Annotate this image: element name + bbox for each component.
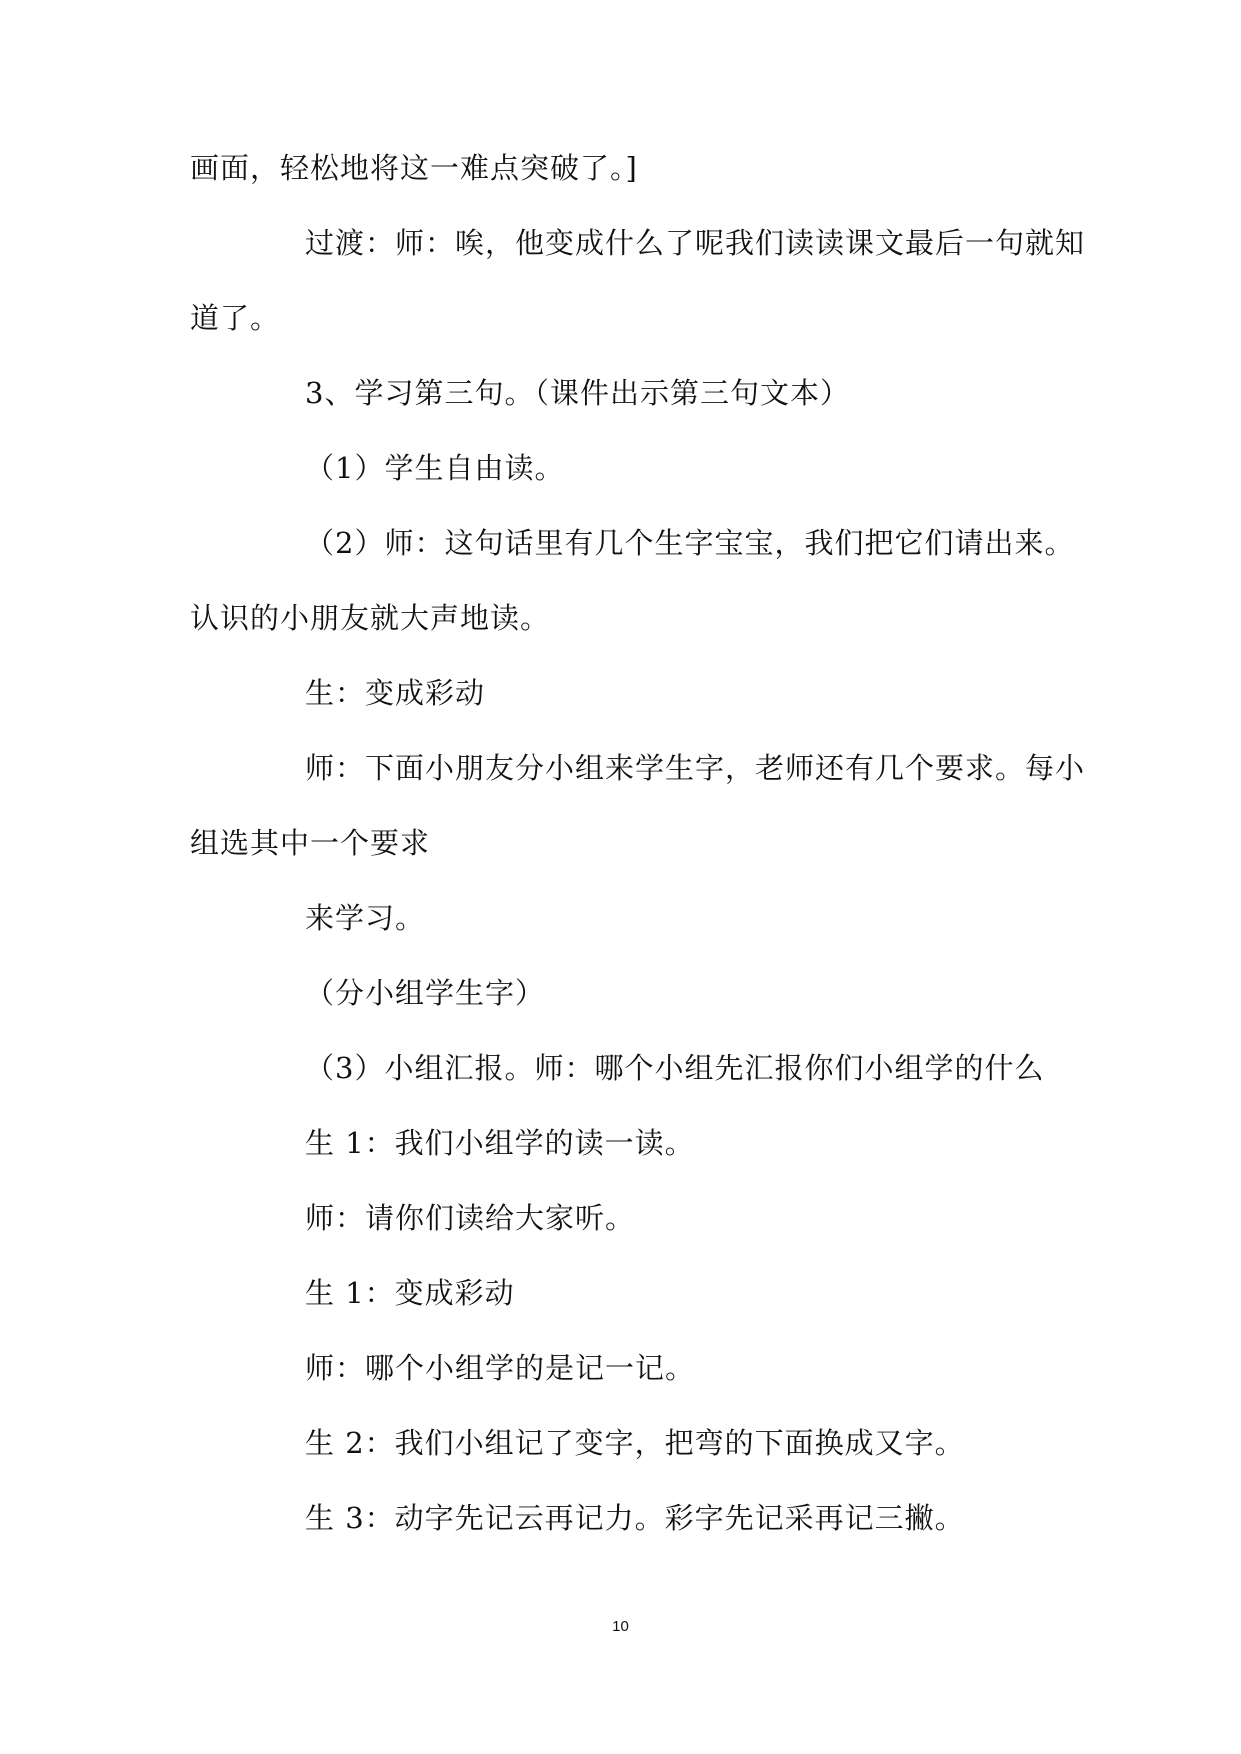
text-line: 生 1：我们小组学的读一读。 [305, 1126, 695, 1160]
text-line: 组选其中一个要求 [190, 826, 431, 860]
text-line: 生 3：动字先记云再记力。彩字先记采再记三撇。 [305, 1501, 965, 1535]
text-line: 生：变成彩动 [305, 676, 486, 710]
text-line: 认识的小朋友就大声地读。 [190, 601, 551, 635]
text-line: （1）学生自由读。 [305, 451, 565, 485]
text-line: 师：请你们读给大家听。 [305, 1201, 636, 1235]
text-line: （3）小组汇报。师：哪个小组先汇报你们小组学的什么 [305, 1051, 1045, 1085]
text-line: 来学习。 [305, 901, 426, 935]
text-line: （2）师：这句话里有几个生字宝宝，我们把它们请出来。 [305, 526, 1075, 560]
text-line: 生 2：我们小组记了变字，把弯的下面换成又字。 [305, 1426, 965, 1460]
text-line: 生 1：变成彩动 [305, 1276, 515, 1310]
text-line: 过渡：师：唉，他变成什么了呢我们读读课文最后一句就知 [305, 226, 1086, 260]
text-line: 3、学习第三句。（课件出示第三句文本） [305, 376, 850, 410]
text-line: （分小组学生字） [305, 976, 546, 1010]
text-line: 师：哪个小组学的是记一记。 [305, 1351, 696, 1385]
text-line: 道了。 [190, 301, 281, 335]
text-line: 画面，轻松地将这一难点突破了。] [190, 151, 638, 185]
text-line: 师：下面小朋友分小组来学生字，老师还有几个要求。每小 [305, 751, 1086, 785]
page-number: 10 [612, 1618, 629, 1635]
